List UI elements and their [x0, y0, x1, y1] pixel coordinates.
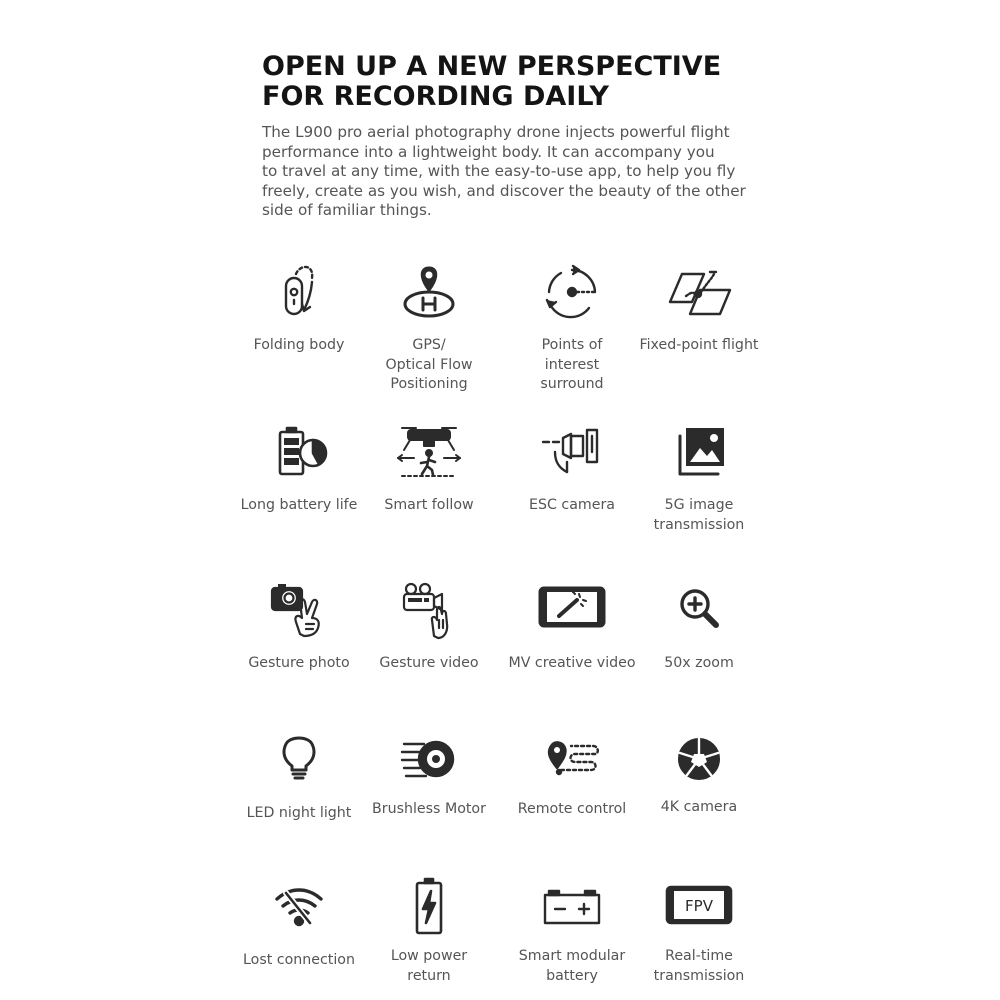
- phone-magic-wand-icon: [537, 580, 607, 642]
- gimbal-camera-icon: [537, 422, 607, 484]
- feature-label-line: Long battery life: [240, 497, 358, 513]
- feature-label-line: LED night light: [246, 805, 352, 821]
- feature-label-line: 50x zoom: [664, 655, 734, 671]
- waypoint-path-icon: [664, 262, 734, 324]
- feature-label-line: Points of: [541, 337, 603, 353]
- fpv-icon-text: FPV: [685, 897, 713, 915]
- feature-label-line: Smart modular: [518, 948, 626, 964]
- low-battery-bolt-icon: [394, 877, 464, 939]
- feature-label: [502, 496, 642, 516]
- feature-label-line: Folding body: [253, 337, 345, 353]
- feature-label-line: Optical Flow: [385, 356, 473, 373]
- feature-label-line: 4K camera: [660, 799, 738, 815]
- feature-label-line: Gesture video: [379, 655, 479, 671]
- feature-label: [229, 496, 369, 516]
- image-gallery-icon: [664, 422, 734, 484]
- folding-body-icon: [264, 262, 334, 324]
- page-title: [262, 52, 721, 112]
- feature-label-line: Smart follow: [384, 497, 474, 513]
- feature-label: [629, 798, 769, 818]
- feature-label-line: Gesture photo: [248, 655, 350, 671]
- route-pin-icon: [537, 730, 607, 792]
- light-bulb-icon: [264, 730, 334, 792]
- feature-label: [359, 654, 499, 674]
- motor-icon: [394, 730, 464, 792]
- feature-label: [229, 951, 369, 971]
- feature-label-line: Low power: [390, 948, 468, 964]
- intro-line: freely, create as you wish, and discover the beauty of the other: [262, 181, 746, 200]
- intro-line: performance into a lightweight body. It can accompany you: [262, 142, 715, 161]
- feature-label: [629, 654, 769, 674]
- feature-label: [229, 804, 369, 824]
- feature-label: [502, 800, 642, 820]
- feature-label: [502, 947, 642, 986]
- feature-label-line: interest: [544, 356, 600, 373]
- feature-label-line: 5G image: [664, 497, 734, 513]
- feature-label-line: Fixed-point flight: [639, 337, 759, 353]
- zoom-in-icon: [664, 580, 734, 642]
- feature-label-line: Real-time: [665, 948, 733, 964]
- feature-label: [502, 654, 642, 674]
- feature-label: [359, 947, 499, 986]
- feature-label: [359, 800, 499, 820]
- gps-pin-icon: [394, 262, 464, 324]
- feature-label-line: Lost connection: [243, 952, 355, 968]
- video-camera-hand-icon: [394, 580, 464, 642]
- feature-label: [502, 336, 642, 395]
- feature-label-line: surround: [540, 376, 604, 392]
- wifi-off-icon: [264, 877, 334, 939]
- camera-peace-hand-icon: [264, 580, 334, 642]
- page-title-line-1: OPEN UP A NEW PERSPECTIVE: [262, 51, 722, 82]
- feature-label-line: ESC camera: [529, 497, 615, 513]
- battery-module-icon: [537, 877, 607, 939]
- feature-label-line: Remote control: [517, 801, 627, 817]
- battery-clock-icon: [264, 422, 334, 484]
- feature-label-line: return: [407, 967, 451, 984]
- feature-label: [629, 496, 769, 535]
- feature-label-line: GPS/: [412, 337, 446, 353]
- feature-label-line: Brushless Motor: [372, 801, 486, 817]
- feature-label-line: transmission: [653, 967, 745, 984]
- intro-line: The L900 pro aerial photography drone injects powerful flight: [262, 123, 730, 141]
- feature-label-line: MV creative video: [508, 655, 636, 671]
- feature-label-line: transmission: [653, 516, 745, 533]
- aperture-icon: [664, 730, 734, 792]
- feature-label: [629, 947, 769, 986]
- intro-line: side of familiar things.: [262, 201, 432, 219]
- drone-follow-icon: [394, 422, 464, 484]
- page-title-line-2: FOR RECORDING DAILY: [262, 81, 609, 112]
- feature-label: [229, 336, 369, 356]
- fpv-screen-icon: [664, 877, 734, 939]
- feature-label-line: Positioning: [390, 376, 468, 392]
- feature-label: [229, 654, 369, 674]
- feature-label: [629, 336, 769, 356]
- feature-label-line: battery: [546, 967, 598, 984]
- feature-label: [359, 336, 499, 395]
- orbit-target-icon: [537, 262, 607, 324]
- intro-line: to travel at any time, with the easy-to-use app, to help you fly: [262, 162, 736, 180]
- intro-paragraph: [262, 123, 762, 221]
- feature-label: [359, 496, 499, 516]
